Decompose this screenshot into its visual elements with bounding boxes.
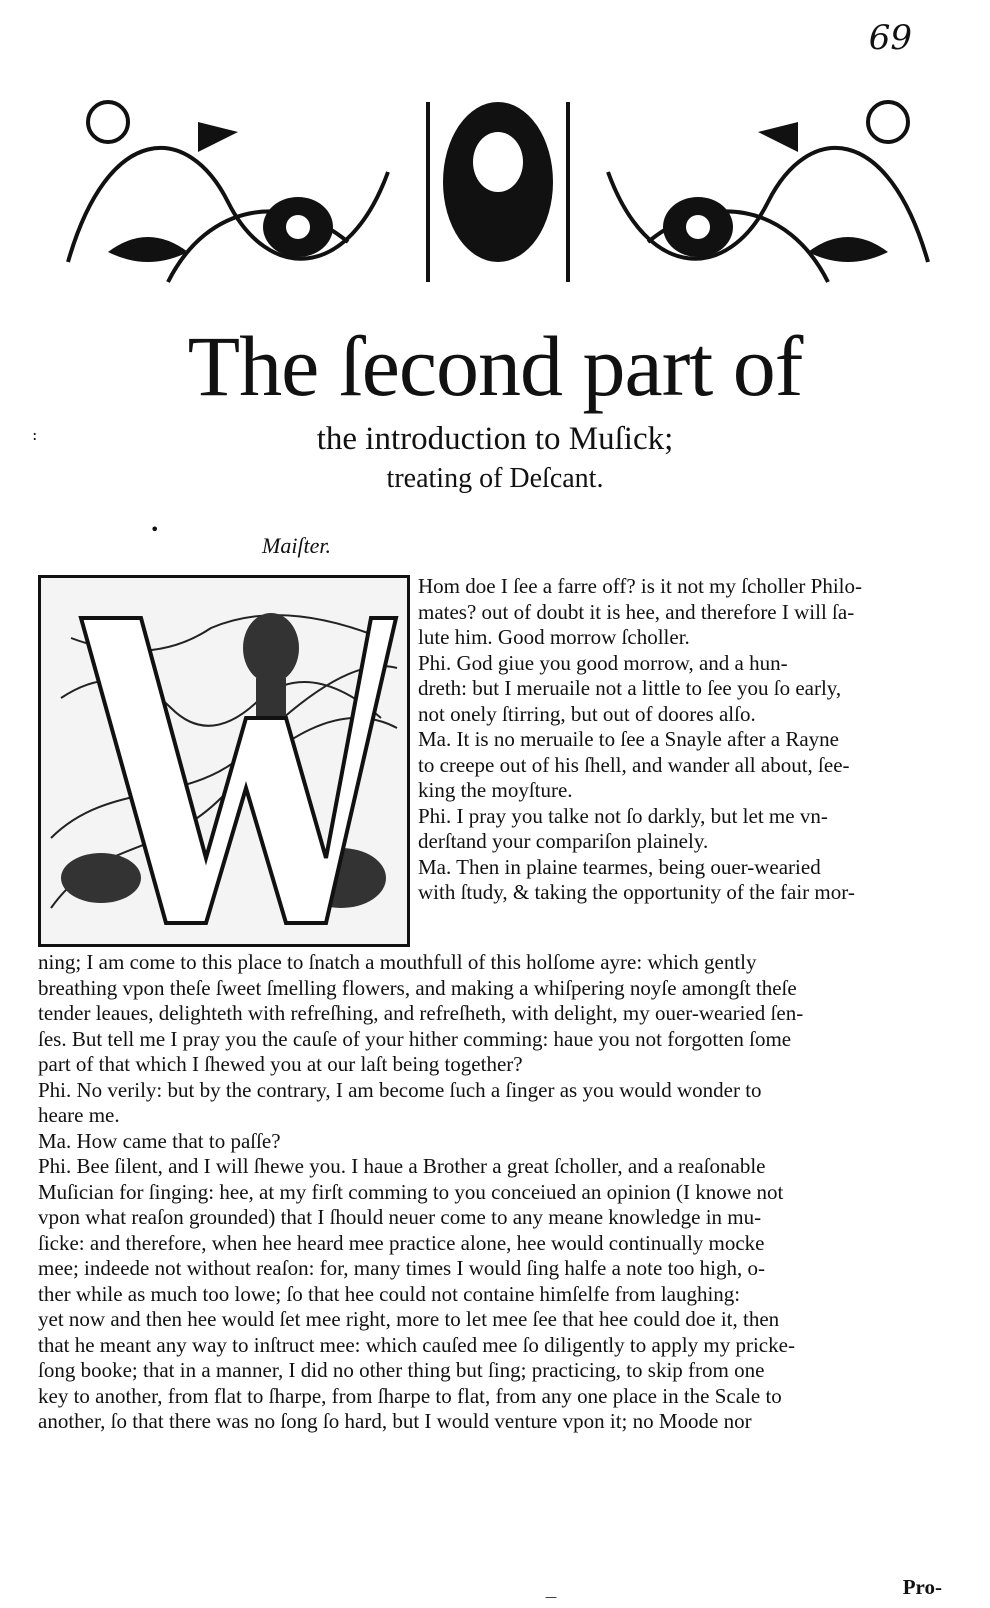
text-line: another, ſo that there was no ſong ſo hard, but I would venture vpon it; no Moode nor <box>38 1409 752 1433</box>
text-line: ther while as much too lowe; ſo that hee could not containe himſelfe from laughing: <box>38 1281 741 1306</box>
page-subtitle: the introduction to Muſick; <box>316 421 674 457</box>
text-line: ning; I am come to this place to ſnatch a mouthfull of this holſome ayre: which gently <box>38 950 757 974</box>
text-line: not onely ſtirring, but out of doores alſo. <box>418 701 756 726</box>
text-line: Ma. How came that to paſſe? <box>38 1128 281 1153</box>
initial-illustration <box>41 578 407 944</box>
decorative-headpiece <box>48 82 948 292</box>
margin-mark: : <box>32 425 38 444</box>
text-line: ſong booke; that in a manner, I did no other thing but ſing; practicing, to skip from one <box>38 1358 765 1382</box>
initial-letter: W <box>223 938 225 939</box>
catchword: Pro- <box>902 1575 942 1599</box>
page-number: 69 <box>868 18 912 58</box>
text-line: Ma. It is no meruaile to ſee a Snayle after a Rayne <box>418 727 840 751</box>
speaker-heading: Maiſter. <box>262 533 332 558</box>
text-line: ſicke: and therefore, when hee heard mee practice alone, hee would continually mocke <box>38 1230 765 1255</box>
text-line: Phi. I pray you talke not ſo darkly, but let me vn- <box>418 803 828 828</box>
text-line: derſtand your compariſon plainely. <box>418 829 709 853</box>
text-line: heare me. <box>38 1103 120 1127</box>
text-line: Ma. Then in plaine tearmes, being ouer-wearied <box>418 854 821 879</box>
text-line: Hom doe I ſee a farre off? is it not my ſcholler Philo- <box>418 574 862 598</box>
text-line: Phi. No verily: but by the contrary, I am become ſuch a ſinger as you would wonder to <box>38 1077 762 1102</box>
text-line: with ſtudy, & taking the opportunity of the fair mor- <box>418 880 855 904</box>
page-subtitle-2: treating of Deſcant. <box>386 463 604 494</box>
text-line: part of that which I ſhewed you at our laſt being together? <box>38 1052 523 1076</box>
full-width-text <box>38 950 944 1435</box>
text-line: dreth: but I meruaile not a little to ſee you ſo early, <box>418 676 842 700</box>
right-column-text <box>418 574 943 906</box>
margin-mark-dot: • <box>150 520 160 539</box>
page-title: The ſecond part of <box>187 318 803 414</box>
text-line: ſes. But tell me I pray you the cauſe of your hither comming: haue you not forgotten ſome <box>38 1026 792 1051</box>
footer-mark: — <box>545 1590 557 1604</box>
text-line: Phi. Bee ſilent, and I will ſhewe you. I haue a Brother a great ſcholler, and a reaſonable <box>38 1154 766 1178</box>
text-line: lute him. Good morrow ſcholler. <box>418 625 690 649</box>
text-line: key to another, from flat to ſharpe, from ſharpe to flat, from any one place in the Scale to <box>38 1383 782 1408</box>
text-line: Phi. God giue you good morrow, and a hun- <box>418 650 788 675</box>
decorated-initial <box>38 575 410 947</box>
text-line: Muſician for ſinging: hee, at my firſt comming to you conceiued an opinion (I knowe not <box>38 1179 784 1204</box>
text-line: breathing vpon theſe ſweet ſmelling flowers, and making a whiſpering noyſe amongſt theſe <box>38 975 797 1000</box>
text-line: mates? out of doubt it is hee, and therefore I will ſa- <box>418 599 855 624</box>
text-line: mee; indeede not without reaſon: for, many times I would ſing halfe a note too high, o- <box>38 1256 765 1280</box>
text-line: that he meant any way to inſtruct mee: which cauſed mee ſo diligently to apply my pricke- <box>38 1332 795 1357</box>
text-line: vpon what reaſon grounded) that I ſhould neuer come to any meane knowledge in mu- <box>38 1205 762 1229</box>
text-line: tender leaues, delighteth with refreſhing, and refreſheth, with delight, my ouer-wearied ſen- <box>38 1001 804 1025</box>
text-line: king the moyſture. <box>418 778 573 802</box>
text-line: yet now and then hee would ſet mee right, more to let mee ſee that hee could doe it, then <box>38 1307 780 1331</box>
text-line: to creepe out of his ſhell, and wander all about, ſee- <box>418 752 850 777</box>
